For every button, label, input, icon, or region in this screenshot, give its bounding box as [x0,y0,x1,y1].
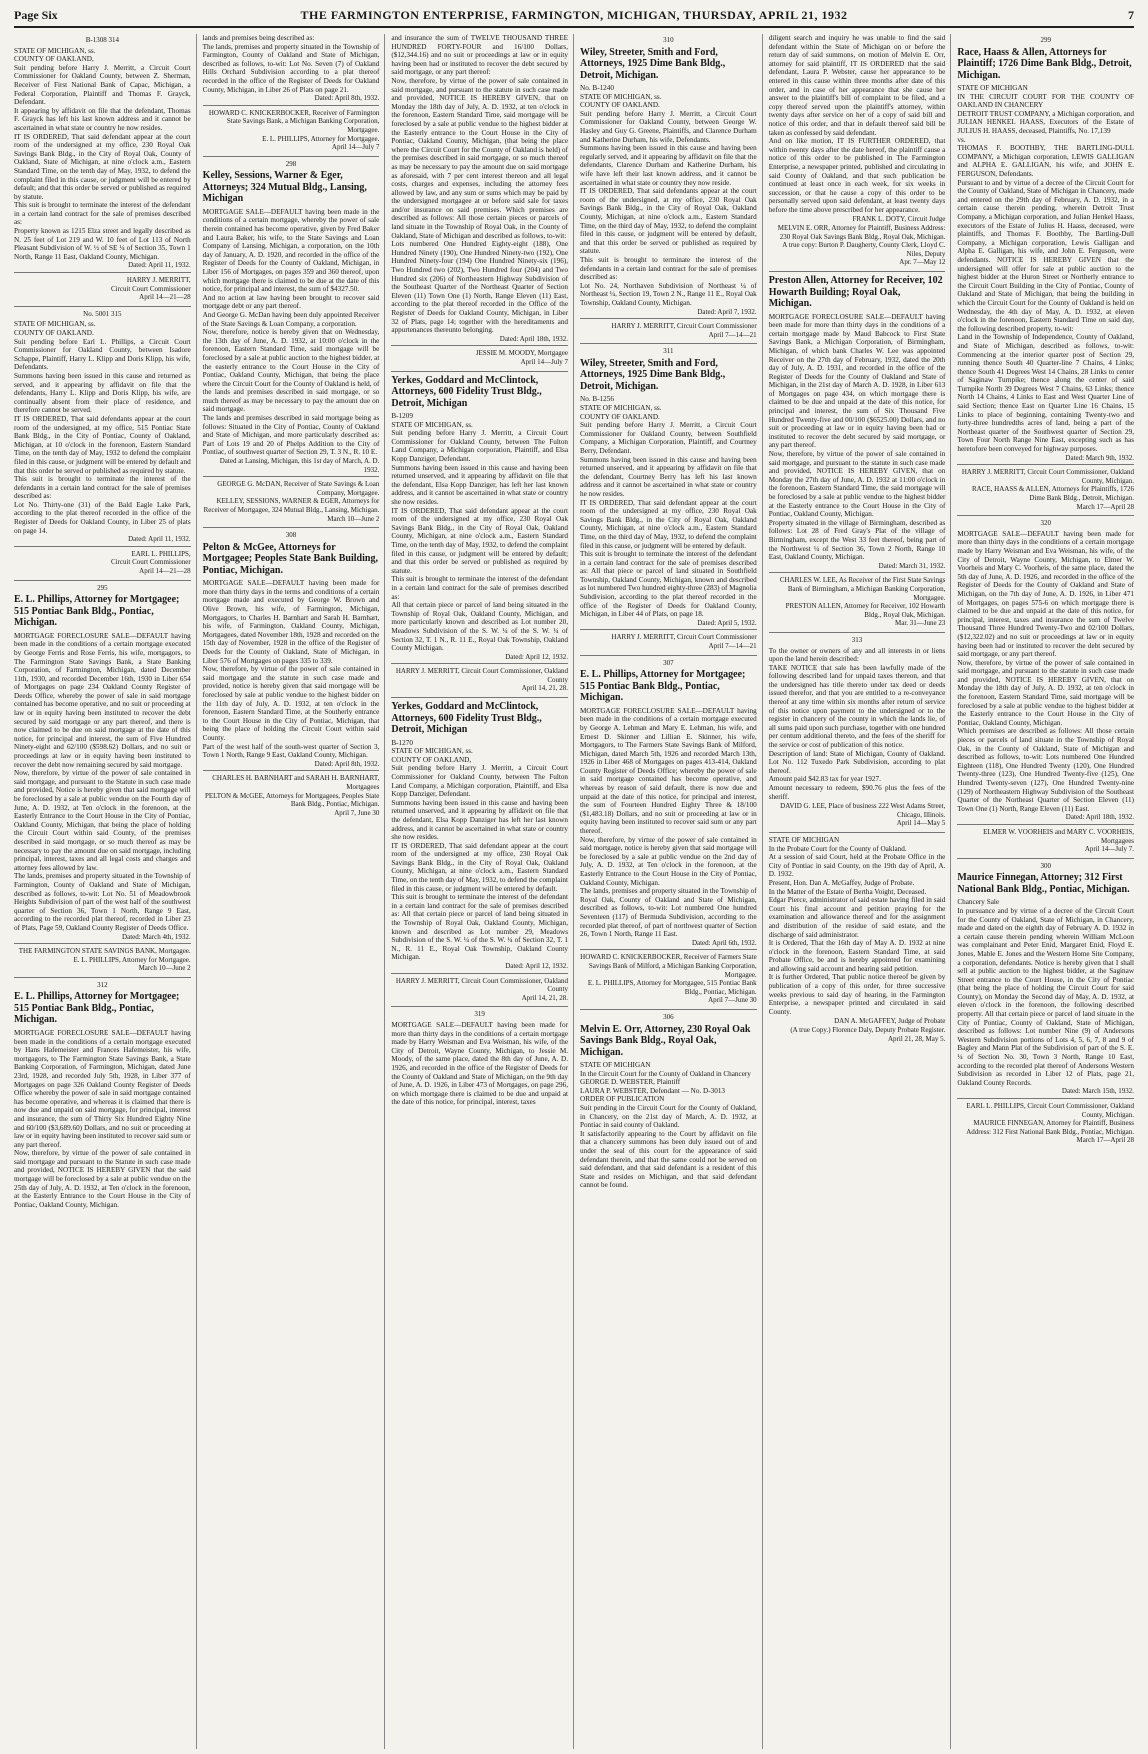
notice-signature: HARRY J. MERRITT, Circuit Court Commissioner, Oakland County, Michigan. RACE, HAASS & ALLEN, Attorneys for Plaintiffs, 1726 Dime Bank Bldg., Detroit, Michigan. March 17—April 28 [961,468,1135,511]
notice-signature: THE FARMINGTON STATE SAVINGS BANK, Mortgagee. E. L. PHILLIPS, Attorney for Mortgagee. March 10—June 2 [18,947,191,973]
notice-heading: Wiley, Streeter, Smith and Ford, Attorneys, 1925 Dime Bank Bldg., Detroit, Michigan. [580,357,726,392]
legal-notice [769,836,946,1043]
legal-notice [580,36,757,339]
column-3 [391,34,574,1749]
legal-notice [957,36,1134,511]
notice-date: Dated: April 6th, 1932. [580,939,757,951]
notice-date: Dated: April 5, 1932. [580,619,757,631]
notice-signature: CHARLES W. LEE, As Receiver of the First State Savings Bank of Birmingham, a Michigan Banking Corporation, Mortgagee. PRESTON ALLEN, Attorney for Receiver, 102 Howarth Bldg., Royal Oak, Michigan. Mar. 31—June 23 [779,576,946,628]
notice-number: 311 [663,347,674,356]
notice-signature: DAN A. McGAFFEY, Judge of Probate (A true Copy.) Florence Daly, Deputy Probate Register. April 21, 28, May 5. [790,1017,946,1043]
notice-body: STATE OF MICHIGAN, ss. COUNTY OF OAKLAND. Suit pending before Earl L. Phillips, a Circuit Court Commissioner for Oakland County, between Isadore Schappe, Plaintiff, Harry L. Klipp and Doris Klipp, his wife, Defendants. Summons having been issued in this cause and returned as served, and it appearing by affidavit on file that the defendants, Harry L. Klipp and Doris Klipp, his wife, are continually absent from their place of residence, and therefore cannot be served. IT IS ORDERED, That said defendants appear at the court room of the undersigned, at my office, 515 Pontiac State Bank Bldg., in the City of Pontiac, County of Oakland, Michigan, at 10 o'clock in the forenoon, Eastern Standard Time, on the tenth day of May, 1932 to defend the complaint filed in this cause, or judgment will be entered by default and that this order be served or published as required by statute. This suit is brought to terminate the interest of the defendants in a certain land contract for the sale of premises described as: Lot No. Thirty-one (31) of the Bald Eagle Lake Park, according to the plat thereof recorded in the office of the Register of Deeds for Oakland County, in Liber 25 of plats on page 14. [14,320,191,535]
notice-date: Dated: April 8th, 1932. [203,760,380,772]
legal-notice [14,584,191,973]
notice-body: MORTGAGE SALE—DEFAULT having been made for more than thirty days in the conditions of a certain mortgage made by Harry Weisman and Eva Weisman, his wife, of the City of Detroit, Wayne County, Michigan, to Jessie M. Moody, of the same place, dated the 8th day of June, A. D. 1926, and recorded in the office of the Register of Deeds for the County of Oakland and State of Michigan, on the 9th day of June, A. D. 1926, in Liber 473 of Mortgages, on page 296, on which mortgage there is claimed to be due and unpaid at the date of this notice, for principal, interest, taxes [391,1020,570,1107]
notice-heading: E. L. Phillips, Attorney for Mortgagee; 515 Pontiac Bank Bldg., Pontiac, Michigan. [580,669,746,704]
notice-body: diligent search and inquiry he was unable to find the said defendant within the State of Michigan on or before the return day of said summons, on motion of Melvin E. Orr, attorney for said plaintiff, IT IS ORDERED that the said defendant, Laura P. Webster, cause her appearance to be entered in this cause within three months after date of this order, and in case of her appearance that she cause her answer to the plaintiff's bill of complaint to be filed, and a copy thereof served upon the plaintiff's attorney, within twenty days after service on her of a copy of said bill and notice of this order, and that in default thereof said bill be taken as confessed by said defendant. And on like motion, IT IS FURTHER ORDERED, that within twenty days after the date hereof, the plaintiff cause a notice of this order to be published in The Farmington Enterprise, a newspaper printed, published and circulating in said County of Oakland, and that such publication be continued at least once in each week, for six weeks in succession, or that he cause a copy of this order to be personally served upon said defendant, at least twenty days before the time above prescribed for her appearance. [768,34,946,214]
notice-signature: HARRY J. MERRITT, Circuit Court Commissioner April 14—21—28 [110,276,191,302]
notice-body: STATE OF MICHIGAN, ss. COUNTY OF OAKLAND, Suit pending before Harry J. Merritt, a Circuit Court Commissioner for Oakland County, between Z. Sherman, Receiver of First National Bank of Capac, Michigan, a Federal Corporation, Plaintiff and Thomas F. Grayck, Defendant. It appearing by affidavit on file that the defendant, Thomas F. Grayck has left his last known address and it cannot be ascertained in what state or country he now resides. IT IS ORDERED, That said defendant appear at the court room of the undersigned at my office, 230 Royal Oak Savings Bank Bldg., in the City of Royal Oak, County of Oakland, State of Michigan, at nine o'clock a.m., Eastern Standard Time, on the tenth day of May, 1932, to defend the complaint filed in this cause, or judgment will be entered by default; and that this order be served or published as required by statute. This suit is brought to terminate the interest of the defendant in a certain land contract for the sale of premises described as: Property known as 1215 Elza street and legally described as N. 25 feet of Lot 219 and W. 10 feet of Lot 113 of North Pleasant Subdivision of W. ½ of SE ¼ of Section 35, Town 1 North, Range 11 East, Oakland County, Michigan. [14,46,191,261]
notice-number: 308 [285,531,297,540]
notice-heading: E. L. Phillips, Attorney for Mortgagee; 515 Pontiac Bank Bldg., Pontiac, Michigan. [14,991,180,1026]
notice-date: Dated: April 7, 1932. [580,308,757,320]
notice-signature: JESSIE M. MOODY, Mortgagee April 14—July 7 [475,349,569,366]
notice-heading: Maurice Finnegan, Attorney; 312 First National Bank Bldg., Pontiac, Michigan. [957,872,1130,895]
column-1 [14,34,197,1749]
notice-body: MORTGAGE FORECLOSURE SALE—DEFAULT having been made in the conditions of a certain mortgage executed by Hans Hafemeister and Frances Hafemeister, his wife, mortgagors, to The Farmington State Savings Bank, a State Banking Corporation, of Farmington, Michigan, dated June 23rd, 1928, and recorded July 5th, 1928, in Liber 377 of Mortgages on page 326 Oakland County Register of Deeds Office whereby the power of sale in said mortgage contained has become operative, and whereas it is claimed that there is now due and unpaid on said mortgage, for principal, interest and insurance, the sum of Thirty Six Hundred Eighty Nine and 60/100 ($3,689.60) Dollars, and no suit or proceeding at law or in equity having been instituted to recover said sum or any part thereof. Now, therefore, by virtue of the power of sale contained in said mortgage and pursuant to the Statute in such case made and provided, NOTICE IS HEREBY GIVEN that the said mortgage will be foreclosed by a sale at public vendue on the 25th day of July, A. D. 1932, at Ten o'clock in the forenoon, at the Easterly Entrance to the Court House in the City of Pontiac, Oakland County, Michigan. [14,1028,191,1209]
notice-number: 307 [663,658,674,667]
notice-divider [769,632,946,633]
notice-heading: Race, Haass & Allen, Attorneys for Plaintiff; 1726 Dime Bank Bldg., Detroit, Michigan. [957,46,1132,81]
legal-notice [391,34,568,367]
notice-number: B-1308 314 [85,36,119,44]
notice-heading: Kelley, Sessions, Warner & Eger, Attorneys; 324 Mutual Bldg., Lansing, Michigan [202,170,367,205]
legal-notice [391,1010,568,1107]
legal-notice [957,519,1134,854]
legal-notice [769,275,946,628]
notice-divider [391,371,568,372]
notice-number: 310 [663,36,674,44]
notice-signature: HARRY J. MERRITT, Circuit Court Commissioner, Oakland County April 14, 21, 28. [395,976,569,1002]
notice-number: 299 [1040,36,1051,44]
notice-signature: EARL L. PHILLIPS, Circuit Court Commissioner, Oakland County, Michigan. MAURICE FINNEGAN, Attorney for Plaintiff, Business Address: 312 First National Bank Bldg., Pontiac, Michigan. March 17—April 28 [966,1102,1135,1145]
notice-number: No. 5001 315 [83,309,122,318]
notice-date: Dated: March 15th, 1932. [957,1087,1134,1099]
notice-heading: Yerkes, Goddard and McClintock, Attorneys, 600 Fidelity Trust Bldg., Detroit, Michigan [391,701,542,736]
notice-divider [769,832,946,833]
notice-number: 320 [1040,519,1051,528]
notice-body: MORTGAGE SALE—DEFAULT having been made in the conditions of a certain mortgage, whereby the power of sale therein contained has become operative, given by Fred Baker and Laura Baker, his wife, to the State Savings and Loan Company of Lansing, Michigan, a corporation, on the 10th day of January, A. D. 1920, and recorded in the office of the Register of Deeds for the County of Oakland, Michigan, in Liber 156 of Mortgages, on pages 359 and 360 thereof, upon which mortgage there is claimed to be due at the date of this notice, for principal and interest, the sum of $4327.50. And no action at law having been brought to recover said mortgage debt or any part thereof. And George G. McDan having been duly appointed Receiver of the State Savings & Loan Company, a corporation. Now, therefore, notice is hereby given that on Wednesday, the 13th day of June, A. D. 1932, at 10:00 o'clock in the forenoon, Eastern Standard Time, said mortgage will be foreclosed by a sale at public auction to the highest bidder, at the easterly entrance to the Court House in the City of Pontiac, Oakland County, Michigan, that being the place where the Circuit Court for the County of Oakland is held, of the lands and premises described in said mortgage, or so much thereof as may be necessary to pay the amount due on said mortgage. The lands and premises described in said mortgage being as follows: Situated in the City of Pontiac, County of Oakland and State of Michigan, and more particularly described as: Part of Lots 19 and 20 of Phelps Addition to the City of Pontiac, of southwest quarter of Section 29, T. 3 N., R. 10 E. [202,207,380,457]
notice-signature: HARRY J. MERRITT, Circuit Court Commissioner, Oakland County April 14, 21, 28. [395,667,569,693]
notice-divider [203,527,380,528]
notice-divider [391,1006,568,1007]
column-4 [580,34,763,1749]
notice-heading: Yerkes, Goddard and McClintock, Attorneys, 600 Fidelity Trust Bldg., Detroit, Michigan [391,374,542,409]
notice-divider [957,515,1134,516]
notice-signature: FRANK L. DOTY, Circuit Judge MELVIN E. ORR, Attorney for Plaintiff, Business Address: 230 Royal Oak Savings Bank Bldg., Royal Oak, Michigan. A true copy: Burton P. Daugherty, County Clerk, Lloyd C. Niles, Deputy Apr. 7—May 12 [777,215,946,267]
notice-body: lands and premises being described as: The lands, premises and property situated in the Township of Farmington, County of Oakland and State of Michigan, described as follows, to-wit: Lot No. Seven (7) of Oakland Hills Orchard Subdivision according to a plat thereof recorded in the office of the Register of Deeds for Oakland County, Michigan, in Liber 26 of Plats on page 21. [202,34,380,94]
notice-date: Dated: April 18th, 1932. [391,335,568,347]
notice-body: and insurance the sum of TWELVE THOUSAND THREE HUNDRED FORTY-FOUR and 16/100 Dollars, ($12,344.16) and no suit or proceedings at law or in equity having been had or instituted to recover the debt secured by said mortgage, or any part thereof: Now, therefore, by virtue of the power of sale contained in said mortgage, and pursuant to the statute in such case made and provided, NOTICE IS HEREBY GIVEN, that on Monday the 18th day of July, A. D. 1932, at ten o'clock in the forenoon, Eastern Standard Time, said mortgage will be foreclosed by a sale at public vendue to the highest bidder at the Easterly entrance to the Court House in the City of Pontiac, Oakland County, Michigan, (that being the place where the Circuit Court for the County of Oakland is held) of the premises described in said mortgage, or so much thereof as may be necessary to pay the amount due on said mortgage as aforesaid, with 7 per cent interest thereon and all legal costs, charges and expenses, including the attorney fees allowed by law, and any sum or sums which may be paid by the undersigned mortgagee at or before said sale for taxes and/or insurance on said premises. Which premises are described as follows: All those certain pieces or parcels of land situate in the Township of Royal Oak, in the County of Oakland, State of Michigan and described as follows, to-wit: Lots numbered One Hundred Eighty-eight (188), One Hundred Ninety (190), One Hundred Ninety-two (192), One Hundred Ninety-four (194) One Hundred Ninety-six (196), Two Hundred two (202), Two Hundred four (204) and Two Hundred six (206) of Northeastern Highway Subdivision of the Southeast Quarter of the Northeast Quarter of Section Eleven (11) Town One (1) North, Range Eleven (11) East, according to the plat thereof recorded in the Office of the Register of Deeds for Oakland County, Michigan, in Liber 32 of Plats, page 14; together with the hereditaments and appurtenances thereunto belonging. [391,34,569,335]
notice-signature: HARRY J. MERRITT, Circuit Court Commissioner April 7—14—21 [611,633,757,651]
notice-date: Dated: April 12, 1932. [391,962,568,974]
notice-date: Dated at Lansing, Michigan, this 1st day of March, A. D. 1932. [203,457,380,477]
notice-number: 319 [474,1010,485,1019]
notice-body: No. B-1256 STATE OF MICHIGAN, ss. COUNTY OF OAKLAND. Suit pending before Harry J. Merritt, a Circuit Court Commissioner for Oakland County, between Southfield Company, a Michigan Corporation, Plaintiff, and Courtney Berry, Defendant. Summons having been issued in this cause and having been returned unserved, and it appearing by affidavit on file that the defendant, Courtney Berry has left his last known address and it cannot be ascertained in what state or country he now resides. IT IS ORDERED, That said defendant appear at the court room of the undersigned at my office, 230 Royal Oak Savings Bank Bldg., in the City of Royal Oak, Oakland County, Michigan, at nine o'clock a.m., Eastern Standard Time, on the third day of May, 1932, to defend the complaint filed in this cause, or judgment will be entered by default. This suit is brought to terminate the interest of the defendant in a certain land contract for the sale of premises described as: All that piece or parcel of land situated in Southfield Township, Oakland County, Michigan, known and described as lot numbered Two hundred eighty-three (283) of Magnolia Subdivision, according to the plat thereof recorded in the office of the Register of Deeds for Oakland County, Michigan, in Liber 44 of Plats, on page 18. [580,395,757,619]
notice-body: STATE OF MICHIGAN In the Probate Court for the County of Oakland. At a session of said Court, held at the Probate Office in the City of Pontiac in said County, on the 19th day of April, A. D. 1932. Present, Hon. Dan A. McGaffey, Judge of Probate. In the Matter of the Estate of Bertha Voight, Deceased. Edgar Pierce, administrator of said estate having filed in said Court his final account and petition praying for the examination and allowance thereof and for the assignment and distribution of the residue of said estate, and the discharge of said administrator. It is Ordered, That the 16th day of May A. D. 1932 at nine o'clock in the forenoon, Eastern Standard Time, at said Probate Office, be and is hereby appointed for examining and allowing said account and hearing said petition. It is further Ordered, That public notice thereof be given by publication of a copy of this order, for three successive weeks previous to said day of hearing, in the Farmington Enterprise, a newspaper printed and circulated in said County. [768,835,946,1016]
notice-number: 295 [97,583,108,592]
notice-divider [14,977,191,978]
notice-divider [957,858,1134,859]
notice-body: B-1209 STATE OF MICHIGAN, ss. Suit pending before Harry J. Merritt, a Circuit Court Commissioner for Oakland County, between The Fulton Land Company, a Michigan corporation, Plaintiff, and Elsa Kopp Danziger, Defendant. Summons having been issued in this cause and having been returned unserved, and it appearing by affidavit on file that the defendant, Elsa Kopp Danziger, has left her last known address, and it cannot be ascertained in what state or country she now resides. IT IS ORDERED, That said defendant appear at the court room of the undersigned at my office, 230 Royal Oak Savings Bank Bldg., in the City of Royal Oak, Oakland County, Michigan, at nine o'clock a.m., Eastern Standard Time, on the tenth day of May, 1932, to defend the complaint filed in this cause, or judgment will be entered by default; and that this order be served or published as required by statute. This suit is brought to terminate the interest of the defendant in a certain land contract for the sale of premises described as: All that certain piece or parcel of land being situated in the Township of Royal Oak, Oakland County, Michigan, and more particularly known and described as Lot number 20, Meadows Subdivision of the S. W. ¼ of the S. W. ¼ of Section 32, T. 1 N., R. 11 E., Royal Oak Township, Oakland County Michigan. [391,412,569,653]
column-2 [203,34,386,1749]
notice-date: Dated: March 31, 1932. [769,562,946,574]
notice-body: STATE OF MICHIGAN In the Circuit Court for the County of Oakland in Chancery GEORGE D. WEBSTER, Plaintiff LAURA P. WEBSTER, Defendant — No. D-3013 ORDER OF PUBLICATION Suit pending in the Circuit Court for the County of Oakland, in Chancery, on the 21st day of March, A. D. 1932, at Pontiac in said county of Oakland. It satisfactorily appearing to the Court by affidavit on file that a chancery summons has been duly issued out of and under the seal of this court for the appearance of said defendant therein, and that the same could not be served on said defendant, and that said defendant is a resident of this State and resides on Michigan, and that said defendant cannot be found. [580,1061,757,1190]
notice-divider [580,655,757,656]
legal-notice [580,1013,757,1190]
notice-body: B-1270 STATE OF MICHIGAN, ss. COUNTY OF OAKLAND, Suit pending before Harry J. Merritt, a Circuit Court Commissioner for Oakland County, between The Fulton Land Company, a Michigan corporation, Plaintiff, and Elsa Kopp Danziger, Defendant. Summons having been issued in this cause and having been returned unserved, and it appearing by affidavit on file that the defendant, Elsa Kopp Danziger has left her last known address, and it cannot be ascertained in what state or country she now resides. IT IS ORDERED, That said defendant appear at the court room of the undersigned at my office, 230 Royal Oak Savings Bank Bldg., in the City of Royal Oak, Oakland County, Michigan, at nine o'clock a.m., Eastern Standard Time, on the tenth day of May, 1932, to defend the complaint filed in this cause, or judgment will be entered by default. This suit is brought to terminate the interest of the defendant in a certain land contract for the sale of premises described as: All that certain piece or parcel of land being situated in the Township of Royal Oak, Oakland County, Michigan, known and described as Lot number 29, Meadows Subdivision of the S. W. ¼ of the S. W. ¼ of Section 32, T. 1 N., R. 11 E., Royal Oak Township, Oakland County Michigan. [391,738,569,962]
notice-divider [580,343,757,344]
notice-signature: GEORGE G. McDAN, Receiver of State Savings & Loan Company, Mortgagee. KELLEY, SESSIONS, WARNER & EGER, Attorneys for Receiver of Mortgagee, 324 Mutual Bldg., Lansing, Michigan. March 10—June 2 [203,480,380,523]
notice-body: MORTGAGE FORECLOSURE SALE—DEFAULT having been made in the conditions of a certain mortgage executed by George Ferris and Rose Ferris, his wife, mortgagors, to The Farmington State Savings Bank, a State Banking Corporation, of Farmington, Michigan, dated December 11th, 1930, and recorded December 16th, 1930 in Liber 654 of Mortgages on page 234 Oakland County Register of Deeds Office, whereby the power of sale in said mortgage contained has become operative, and no suit or proceeding at law or in equity having been instituted to recover the debt secured by said mortgage or any part thereof, and there is now claimed to be due on said mortgage at the date of this notice, for principal and interest, the sum of Five Hundred Ninety-eight and 62/100 ($598.62) Dollars, and no suit or proceedings at law or in equity having been instituted to recover the debt now remaining secured by said mortgage. Now, therefore, by virtue of the power of sale contained in said mortgage, and pursuant to the Statute in such case made and provided, Notice is hereby given that said mortgage will be foreclosed by a sale at public vendue on the Fourth day of June, A. D. 1932, at Ten o'clock in the forenoon, at the Easterly Entrance to the Court House in the City of Pontiac, Oakland County, Michigan, that being the place of holding the Circuit Court within said County, of the premises described in said mortgage, or so much thereof as may be necessary to pay the amount due on said mortgage, including principal, interest, taxes and all legal costs and charges and attorney fees allowed by law. The lands, premises and property situated in the Township of Farmington, County of Oakland and State of Michigan, described as follows, to-wit: Lot No. 51 of Meadowbrook Heights Subdivision of part of the west half of the southwest quarter of Section 36, Town 1 North, Range 9 East, according to the recorded plat thereof, recorded in Liber 23 of Plats, Page 59, Oakland County Register of Deeds Office. [14,631,191,932]
notice-number: 306 [663,1012,674,1021]
notice-body: MORTGAGE SALE—DEFAULT having been made for more than thirty days in the conditions of a certain mortgage made by Harry Weisman and Eva Weisman, his wife, of the City of Detroit, Wayne County, Michigan, to Elmer W. Voorheis and Mary C. Voorheis, of the same place, dated the 5th day of June, A. D. 1926, and recorded in the office of the Register of Deeds for the County of Oakland and State of Michigan, on the 7th day of June, A. D. 1926, in Liber 471 of Mortgages, on pages 575-6 on which mortgage there is claimed to be due and unpaid at the date of this notice, for principal, interest, taxes and insurance the sum of Twelve Thousand Three Hundred Twenty-Two and 02/100 Dollars, ($12,322.02) and no suit or proceedings at law or in equity having been had or instituted to recover the debt secured by said mortgage, or any part thereof. Now, therefore, by virtue of the power of sale contained in said mortgage, and pursuant to the statute in such case made and provided, NOTICE IS HEREBY GIVEN, that on Monday the 18th day of July, A. D. 1932, at ten o'clock in the forenoon, Eastern Standard Time, said mortgage will be foreclosed by a sale at public vendue to the highest bidder at the Easterly entrance to the Court House in the City of Pontiac, Oakland County, Michigan. Which premises are described as follows: All those certain pieces or parcels of land situate in the Township of Royal Oak, in the County of Oakland, State of Michigan and described as follows, to-wit: Lots numbered One Hundred Eighteen (118), One Hundred Twenty (120), One Hundred Twenty-three (123), One Hundred Twenty-five (125), One Hundred Twenty-seven (127), One Hundred Twenty-nine (129) of Northeastern Highway Subdivision of the Southeast Quarter of the Northeast Quarter of Section Eleven (11) Town One (1) North, Range Eleven (11) East. [957,529,1135,813]
notice-signature: HOWARD C. KNICKERBOCKER, Receiver of Farmington State Savings Bank, a Michigan Banking Corporation, Mortgagee. E. L. PHILLIPS, Attorney for Mortgagee. April 14—July 7 [208,108,380,152]
legal-notice [957,862,1134,1145]
legal-notice [14,36,191,302]
notice-signature: ELMER W. VOORHEIS and MARY C. VOORHEIS, Mortgagees April 14—July 7. [983,827,1135,854]
notice-number: 300 [1040,861,1051,870]
notice-heading: Wiley, Streeter, Smith and Ford, Attorneys, 1925 Dime Bank Bldg., Detroit, Michigan. [580,46,726,81]
legal-notice [203,531,380,817]
notice-date: Dated: March 4th, 1932. [14,933,191,945]
notice-number: 298 [285,159,297,168]
legal-notice [203,34,380,152]
notice-divider [391,697,568,698]
notice-divider [14,306,191,307]
notice-date: Dated: April 8th, 1932. [203,94,380,106]
notice-heading: Preston Allen, Attorney for Receiver, 102 Howarth Building; Royal Oak, Michigan. [768,275,943,310]
column-6 [957,34,1134,1749]
legal-notice [14,310,191,576]
notice-signature: EARL L. PHILLIPS, Circuit Court Commissioner April 14—21—28 [110,549,191,576]
notice-date: Dated: March 9th, 1932. [957,454,1134,466]
notice-body: MORTGAGE SALE—DEFAULT having been made for more than thirty days in the terms and conditions of a certain mortgage made and executed by George W. Brown and Olive Brown, his wife, of Farmington, Michigan, Mortgagors, to Charles H. Barnhart and Sarah H. Barnhart, his wife, of Farmington, Oakland County, Michigan, Mortgagees, dated November 18th, 1928 and recorded on the 15th day of November, 1928 in the office of the Register of Deeds for the County of Oakland, State of Michigan, in Liber 576 of Mortgages on pages 335 to 339. Now, therefore, by virtue of the power of sale contained in said mortgage and the statute in such case made and provided, notice is hereby given that said mortgage will be foreclosed by sale at public vendue to the highest bidder on the 11th day of July, A. D. 1932, at ten o'clock in the forenoon, Eastern Standard Time, at the Southerly entrance to the Court House in the City of Pontiac, Michigan, that being the place of holding the Circuit Court within said County. Part of the west half of the south-west quarter of Section 3, Town 1 North, Range 9 East, Oakland County, Michigan. [202,579,380,760]
legal-notice [580,659,757,1005]
notice-date: Dated: April 11, 1932. [14,535,191,547]
notice-signature: CHARLES H. BARNHART and SARAH H. BARNHART, Mortgagees PELTON & McGEE, Attorneys for Mortgagees, Peoples State Bank Bldg., Pontiac, Michigan. April 7, June 30 [204,774,380,817]
notice-body: Chancery Sale In pursuance and by virtue of a decree of the Circuit Court for the County of Oakland, State of Michigan, in Chancery, made and dated on the eighth day of February A. D. 1932 in a certain cause therein pending wherein William McLoon was complainant and Peter Enid, Margaret Enid, Floyd E. Jones, Mable E. Jones and the Western Home Site Company, a corporation, defendants. Notice is hereby given that I shall sell at public auction to the highest bidder, at the Saginaw Street entrance to the Court House, in the City of Pontiac (that being the place of holding the Circuit Court for said County), on Monday the Second day of May, A. D. 1932, at eleven o'clock in the forenoon, the following described property. All that certain piece or parcel of land situate in the City of Pontiac, County of Oakland, State of Michigan, described as follows: Lot number Nine (9) of Andersons Western Subdivision portions of Lots 4, 5, 6, 7, 8 and 9 of Bagley and Mann Plat of the Subdivision of part of the S. E. ¼ of Section No. 30, Town 3 North, Range 10 East, according to the recorded plat thereof of Andersons Western Subdivision as recorded in Liber 12 of Plats, page 21, Oakland County Records. [957,898,1135,1087]
notice-divider [203,156,380,157]
legal-notice [391,701,568,1002]
page-label: Page Six [14,8,58,22]
legal-notice [203,160,380,523]
notice-signature: HARRY J. MERRITT, Circuit Court Commissioner April 7—14—21 [611,322,757,339]
masthead [14,8,1134,28]
notice-body: No. B-1240 STATE OF MICHIGAN, ss. COUNTY OF OAKLAND. Suit pending before Harry J. Merritt, a Circuit Court Commissioner for Oakland County, between George W. Hasley and Guy G. Greene, Plaintiffs, and Clarence Durham and Katherine Durham, his wife, Defendants. Summons having been issued in this cause and having been regularly served, and it appearing by affidavit on file that the defendants, Clarence Durham and Katherine Durham, his wife have left their last known address, and it cannot be ascertained in what state or country they now reside. IT IS ORDERED, That said defendants appear at the court room of the undersigned, at my office, 230 Royal Oak Savings Bank Bldg., in the City of Royal Oak, Oakland County, Michigan, at nine o'clock a.m., Eastern Standard Time, on the third day of May, 1932, to defend the complaint filed in this cause, or judgment will be entered by default, and that this order be served or published as required by statute. This suit is brought to terminate the interest of the defendants in a certain land contract for the sale of premises described as: Lot No. 24, Northaven Subdivision of Northeast ¼ of Northeast ¼, Section 19, Town 2 N., Range 11 E., Royal Oak Township, Oakland County, Michigan. [580,84,757,307]
notice-heading: Pelton & McGee, Attorneys for Mortgagee; Peoples State Bank Building, Pontiac, Michigan. [202,541,378,576]
corner-number: 7 [1128,8,1134,22]
notice-date: Dated: April 12, 1932. [391,653,568,665]
notice-date: Dated: April 11, 1932. [14,261,191,273]
columns [14,34,1134,1749]
legal-notice [391,375,568,694]
notice-number: 313 [851,635,863,644]
notice-heading: Melvin E. Orr, Attorney, 230 Royal Oak Savings Bank Bldg., Royal Oak, Michigan. [580,1023,751,1058]
notice-body: MORTGAGE FORECLOSURE SALE—DEFAULT having been made for more than thirty days in the conditions of a certain mortgage made by Maud Babcock to First State Savings Bank, a Michigan Corporation, of Birmingham, Michigan, of which bank Charles W. Lee was appointed Receiver on the 27th day of February, 1932, dated the 20th day of July, A. D. 1931, and recorded in the office of the Register of Deeds for the County of Oakland and State of Michigan, in the 21st day of March A. D. 1928, in Liber 613 of Mortgages on page 434, on which mortgage there is claimed to be due and unpaid at the date of this notice, for principal and interest, the sum of Six Thousand Five Hundred Twenty-five and 00/100 ($6525.00) Dollars, and no suit or proceeding at law or in equity having been had or instituted to recover the debt secured by said mortgage, or any part thereof. Now, therefore, by virtue of the power of sale contained in said mortgage, and pursuant to the statute in such case made and provided, NOTICE IS HEREBY GIVEN, that on Monday the 27th day of June, A. D. 1932 at 11:00 o'clock in the forenoon, Eastern Standard Time, the said mortgage will be foreclosed by a sale at public vendue to the highest bidder at the Easterly entrance to the Court House in the City of Pontiac, Oakland County, Michigan. Property situated in the village of Birmingham, described as follows: Lot 28 of Fred Gray's Plat of the village of Birmingham, except the West 33 feet thereof, being part of the Northwest ¼ of Section 36, Town 2 North, Range 10 East, Oakland County, Michigan. [768,312,946,562]
newspaper-title: THE FARMINGTON ENTERPRISE, FARMINGTON, MICHIGAN, THURSDAY, APRIL 21, 1932 [300,8,848,22]
notice-signature: DAVID G. LEE, Place of business 222 West Adams Street, Chicago, Illinois. April 14—May 5 [780,802,946,828]
notice-divider [769,271,946,272]
notice-number: 312 [97,980,108,989]
notice-signature: HOWARD C. KNICKERBOCKER, Receiver of Farmers State Savings Bank of Milford, a Michigan Banking Corporation, Mortgagee. E. L. PHILLIPS, Attorney for Mortgagee, 515 Pontiac Bank Bldg., Pontiac, Michigan. April 7—June 30 [580,953,757,1005]
legal-notice [769,636,946,828]
notice-divider [580,1009,757,1010]
legal-notice [769,34,946,267]
notice-body: To the owner or owners of any and all interests in or liens upon the land herein described: TAKE NOTICE that sale has been lawfully made of the following described land for unpaid taxes thereon, and that the undersigned has title thereto under tax deed or deeds issued therefor, and that you are entitled to a re-conveyance thereof at any time within six months after return of service of this notice upon payment to the undersigned or to the register in chancery of the county in which the lands lie, of all sums paid upon such purchase, together with one hundred per centum additional thereto, and the fees of the sheriff for the service or cost of publication of this notice. Description of land: State of Michigan, County of Oakland. Lot No. 112 Tuxedo Park Subdivision, according to plat thereof. Amount paid $42.83 tax for year 1927. Amount necessary to redeem, $90.76 plus the fees of the sheriff. [768,646,946,801]
column-5 [769,34,952,1749]
notice-heading: E. L. Phillips, Attorney for Mortgagee; 515 Pontiac Bank Bldg., Pontiac, Michigan. [14,594,180,629]
notice-body: MORTGAGE FORECLOSURE SALE—DEFAULT having been made in the conditions of a certain mortgage executed by George A. Lehman and Mary E. Lehman, his wife, and Ernest D. Skinner and Lillian E. Skinner, his wife, Mortgagors, to The Farmers State Savings Bank of Milford, Michigan, dated March 5th, 1926 and recorded March 13th, 1926 in Liber 468 of Mortgages on pages 413-414, Oakland County Register of Deeds Office; whereby the power of sale in said mortgage contained has become operative, and whereas by reason of said default, there is now due and unpaid at the date of this notice, for principal and interest, the sum of Fourteen Hundred Eighty Three & 18/100 ($1,483.18) Dollars, and no suit or proceeding at law or in equity having been instituted to recover said sum or any part thereof. Now, therefore, by virtue of the power of sale contained in said mortgage, notice is hereby given that said mortgage will be foreclosed by a sale at public vendue on the 2nd day of July, A. D. 1932, at Ten o'clock in the forenoon, at the Easterly Entrance to the Court House in the City of Pontiac, Oakland County, Michigan. The lands, premises and property situated in the Township of Royal Oak, County of Oakland and State of Michigan, described as follows, to-wit: Lot numbered One hundred Seventeen (117) of Bermuda Subdivision, according to the recorded plat thereof, of part of northwest quarter of Section 26, Town 1 North, Range 11 East. [580,706,757,939]
notice-body: STATE OF MICHIGAN IN THE CIRCUIT COURT FOR THE COUNTY OF OAKLAND IN CHANCERY DETROIT TRUST COMPANY, a Michigan corporation, and JULIAN HENKEL HAASS, Executors of the Estate of JULIUS H. HAASS, deceased, Plaintiffs, No. 17,139 vs. THOMAS F. BOOTHBY, THE BARTLING-DULL COMPANY, a Michigan corporation, LEWIS GALLIGAN and ALPHA E. GALLIGAN, his wife, and JOHN E. FERGUSON, Defendants. Pursuant to and by virtue of a decree of the Circuit Court for the County of Oakland, State of Michigan in Chancery, made and entered on the 29th day of February, A. D. 1932, in a certain cause therein pending, wherein Detroit Trust Company, a Michigan corporation, and Julian Henkel Haass, executors of the Estate of Julius H. Haass, deceased, were plaintiffs, and Thomas F. Boothby, The Bartling-Dull Company, a Michigan corporation, Lewis Galligan and Alpha E. Galligan, his wife, and John E. Ferguson, were defendants. NOTICE IS HEREBY GIVEN that the undersigned will offer for sale at public auction to the highest bidder at the Huron Street or Northerly entrance to the Circuit Court Building in the City of Pontiac, County of Oakland and State of Michigan, that being the building in which the Circuit Court for the County of Oakland is held on Wednesday, the 4th day of May, A. D. 1932, at eleven o'clock in the forenoon, Eastern Standard Time on said day, the following described property, to-wit: Land in the Township of Independence, County of Oakland, and State of Michigan, described as follows, to-wit: Commencing at the interior quarter post of Section 29, running thence South 40 Quarter-line 7 Chains, 4 Links; thence South 41 Degrees West 14 Chains, 28 Links to center of Saginaw Turnpike; thence along the center of said Turnpike North 39 Degrees West 7 Chains, 63 Links; thence North 14 Chains, 4 Links to East and West Quarter Line of said Section; thence East on Quarter Line 16 Chains, 15 Links to place of beginning, containing Twenty-two and forty-three hundredths acres of land, being a part of the Northeast quarter of the Southwest quarter of Section 29, Town Four North Range Nine East, excepting such as has heretofore been conveyed for highway purposes. [957,84,1135,454]
notice-date: Dated: April 18th, 1932. [957,813,1134,825]
legal-notice [580,347,757,650]
notice-divider [14,580,191,581]
legal-notice [14,981,191,1210]
